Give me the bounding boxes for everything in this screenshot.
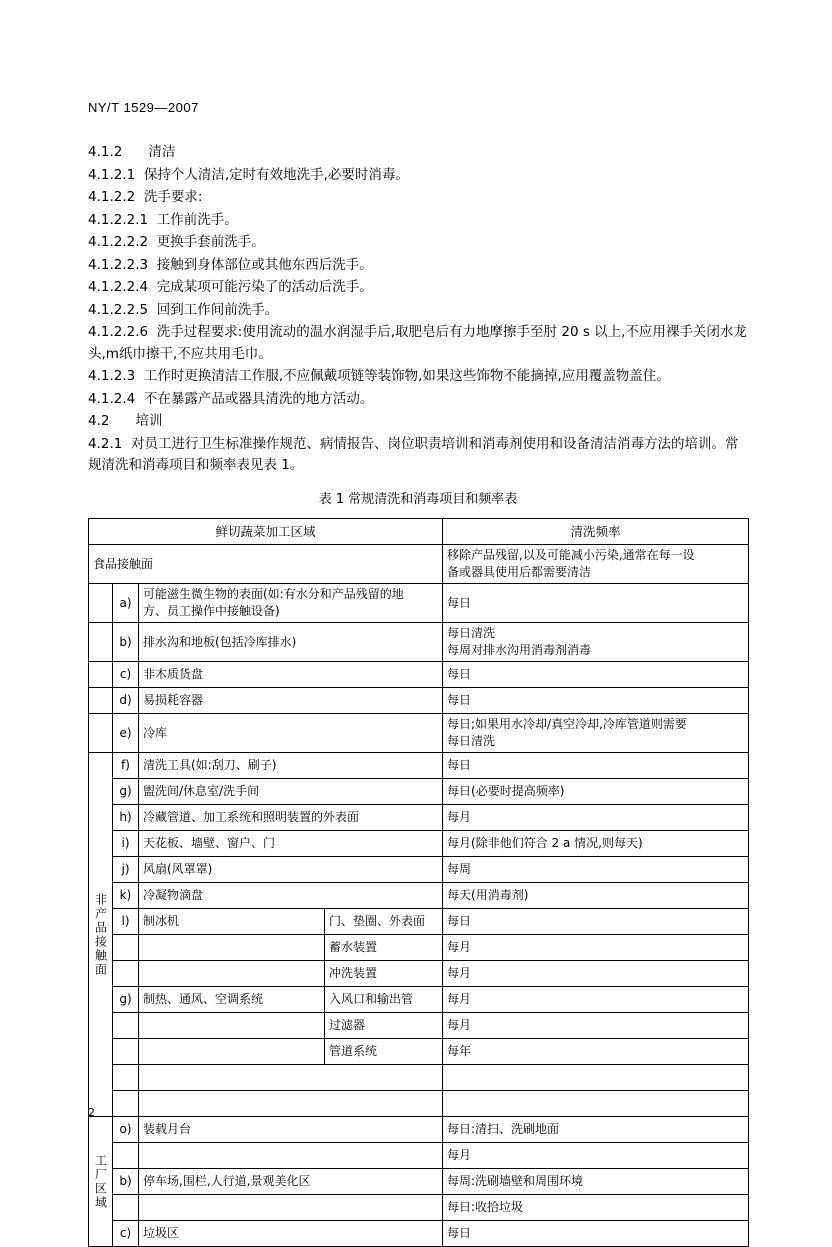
table-row [89,909,749,935]
table-row [89,1117,749,1143]
clause-text: 保持个人清洁,定时有效地洗手,必要时消毒。 [144,167,409,183]
row-item: 排水沟和地板(包括冷库排水) [139,623,443,662]
frequency-cell: 每月(除非他们符合 2 a 情况,则每天) [443,831,749,857]
row-label: c) [113,662,139,688]
frequency-cell: 每日清洗 每周对排水沟用消毒剂消毒 [443,623,749,662]
frequency-cell: 每月 [443,935,749,961]
clause-number: 4.1.2.4 [88,389,135,411]
spacer-cell [139,1091,443,1117]
row-label: l) [113,909,139,935]
clause-4-1-2-3 [88,366,748,388]
group-spacer [89,714,113,753]
table-row [89,714,749,753]
group-spacer [89,623,113,662]
group-spacer [89,688,113,714]
frequency-cell: 每日 [443,1221,749,1247]
row-item-cont [139,1013,325,1039]
frequency-cell: 每周 [443,857,749,883]
table-row [89,831,749,857]
group-food-contact: 食品接触面 [89,545,443,584]
frequency-cell: 每日:收拾垃圾 [443,1195,749,1221]
row-label: g) [113,987,139,1013]
clause-text: 对员工进行卫生标准操作规范、病情报告、岗位职责培训和消毒剂使用和设备清洁消毒方法的培训。常规清洗和消毒项目和频率表见表 1。 [88,436,738,474]
table-row [89,1221,749,1247]
clause-text: 工作时更换清洁工作服,不应佩戴项链等装饰物,如果这些饰物不能摘掉,应用覆盖物盖住。 [144,368,670,384]
row-item-cont [139,1039,325,1065]
clause-number: 4.1.2.2 [88,187,135,209]
clause-number: 4.1.2.2.2 [88,232,148,254]
row-item: 清洗工具(如:刮刀、刷子) [139,753,443,779]
clause-number: 4.1.2.2.1 [88,210,148,232]
row-subitem: 入风口和输出管 [325,987,443,1013]
clause-text: 回到工作间前洗手。 [157,302,279,318]
clause-4-2-1 [88,434,748,477]
clause-number: 4.2.1 [88,434,122,456]
cleaning-frequency-table [88,518,749,1247]
row-item: 非木质货盘 [139,662,443,688]
clause-number: 4.1.2.2.5 [88,300,148,322]
frequency-cell: 每月 [443,987,749,1013]
clause-number: 4.1.2 [88,142,122,164]
table-row [89,805,749,831]
header-frequency: 清洗频率 [443,519,749,545]
spacer-cell [113,1091,139,1117]
clause-4-1-2-2-1 [88,210,748,232]
frequency-cell: 每日:清扫、洗刷地面 [443,1117,749,1143]
frequency-cell: 每日 [443,753,749,779]
row-item: 停车场,围栏,人行道,景观美化区 [139,1169,443,1195]
table-row [89,1143,749,1169]
spacer-cell [113,1065,139,1091]
row-label: o) [113,1117,139,1143]
row-label: g) [113,779,139,805]
row-item: 风扇(风罩罩) [139,857,443,883]
row-label: j) [113,857,139,883]
row-item: 装载月台 [139,1117,443,1143]
frequency-cell: 每月 [443,1013,749,1039]
row-item-cont [139,1143,443,1169]
row-subitem: 管道系统 [325,1039,443,1065]
row-label-cont [113,961,139,987]
clause-number: 4.1.2.2.3 [88,255,148,277]
row-item-cont [139,961,325,987]
table-row [89,883,749,909]
clause-number: 4.1.2.2.6 [88,322,148,344]
table-row [89,1169,749,1195]
row-label-cont [113,1195,139,1221]
table-row [89,987,749,1013]
clause-number: 4.2 [88,411,109,433]
frequency-cell: 每月 [443,961,749,987]
frequency-cell: 每日 [443,909,749,935]
table-section [88,489,748,1247]
frequency-cell: 每周:洗刷墙壁和周围环境 [443,1169,749,1195]
clause-number: 4.1.2.1 [88,165,135,187]
row-item: 盥洗间/休息室/洗手间 [139,779,443,805]
row-subitem: 冲洗装置 [325,961,443,987]
clause-number: 4.1.2.2.4 [88,277,148,299]
clause-text: 不在暴露产品或器具清洗的地方活动。 [144,391,374,407]
row-item: 冷凝物滴盘 [139,883,443,909]
table-row [89,779,749,805]
group-spacer [89,584,113,623]
clause-title: 清洁 [148,144,175,160]
clause-title: 培训 [135,413,162,429]
row-item-cont [139,935,325,961]
row-label-cont [113,1013,139,1039]
table-caption: 表 1 常规清洗和消毒项目和频率表 [88,489,748,511]
clause-4-1-2-4 [88,389,748,411]
row-subitem: 蓄水装置 [325,935,443,961]
page-number: 2 [88,1106,95,1119]
clause-4-1-2-2-6 [88,322,748,365]
row-label-cont [113,1039,139,1065]
row-item-cont [139,1195,443,1221]
table-row [89,857,749,883]
clause-4-2 [88,411,748,433]
spacer-cell [139,1065,443,1091]
table-row [89,753,749,779]
table-row-spacer [89,1065,749,1091]
table-row [89,961,749,987]
table-header-row [89,519,749,545]
frequency-cell: 每日(必要时提高频率) [443,779,749,805]
clause-4-1-2-2-5 [88,300,748,322]
row-label-cont [113,1143,139,1169]
row-label: h) [113,805,139,831]
frequency-cell: 每日;如果用水冷却/真空冷却,冷库管道则需要 每日清洗 [443,714,749,753]
row-item: 易损耗容器 [139,688,443,714]
row-label: e) [113,714,139,753]
clause-text: 洗手要求: [144,189,203,205]
group-spacer [89,662,113,688]
row-label: f) [113,753,139,779]
row-item: 冷藏管道、加工系统和照明装置的外表面 [139,805,443,831]
row-label: i) [113,831,139,857]
row-label: c) [113,1221,139,1247]
clause-text: 完成某项可能污染了的活动后洗手。 [157,279,373,295]
clause-text: 工作前洗手。 [157,212,238,228]
table-row [89,688,749,714]
row-item: 制热、通风、空调系统 [139,987,325,1013]
group-nonproduct-contact: 非产品接触面 [89,753,113,1117]
clause-4-1-2-2-2 [88,232,748,254]
document-body [88,142,748,1247]
table-row [89,935,749,961]
clause-text: 更换手套前洗手。 [157,234,265,250]
table-row [89,1039,749,1065]
row-subitem: 门、垫圈、外表面 [325,909,443,935]
clause-4-1-2-2 [88,187,748,209]
header-area: 鲜切蔬菜加工区域 [89,519,443,545]
row-label-cont [113,935,139,961]
row-item: 垃圾区 [139,1221,443,1247]
clause-4-1-2-2-4 [88,277,748,299]
clause-4-1-2-1 [88,165,748,187]
standard-number: NY/T 1529—2007 [88,100,199,115]
row-item: 可能滋生微生物的表面(如:有水分和产品残留的地 方、员工操作中接触设备) [139,584,443,623]
row-item: 天花板、墙壁、窗户、门 [139,831,443,857]
clause-4-1-2-2-3 [88,255,748,277]
frequency-cell: 每年 [443,1039,749,1065]
table-row [89,1195,749,1221]
frequency-cell: 每月 [443,805,749,831]
row-subitem: 过滤器 [325,1013,443,1039]
frequency-cell: 每日 [443,688,749,714]
group-plant-area: 工厂区域 [89,1117,113,1247]
table-row [89,545,749,584]
row-label: a) [113,584,139,623]
frequency-cell: 每日 [443,662,749,688]
clause-text: 接触到身体部位或其他东西后洗手。 [157,257,373,273]
row-item: 制冰机 [139,909,325,935]
frequency-cell: 移除产品残留,以及可能减小污染,通常在每一设 备或器具使用后都需要清洁 [443,545,749,584]
table-row [89,1013,749,1039]
spacer-cell [443,1091,749,1117]
clause-number: 4.1.2.3 [88,366,135,388]
clause-text: 洗手过程要求:使用流动的温水润湿手后,取肥皂后有力地摩擦手至肘 20 s 以上,不应用裸手关闭水龙头,m纸巾擦干,不应共用毛巾。 [88,324,747,362]
table-row [89,584,749,623]
row-label: k) [113,883,139,909]
clause-4-1-2 [88,142,748,164]
table-row [89,662,749,688]
row-label: d) [113,688,139,714]
table-row [89,623,749,662]
frequency-cell: 每日 [443,584,749,623]
spacer-cell [443,1065,749,1091]
row-label: b) [113,623,139,662]
frequency-cell: 每天(用消毒剂) [443,883,749,909]
frequency-cell: 每月 [443,1143,749,1169]
row-label: b) [113,1169,139,1195]
row-item: 冷库 [139,714,443,753]
table-row-spacer [89,1091,749,1117]
